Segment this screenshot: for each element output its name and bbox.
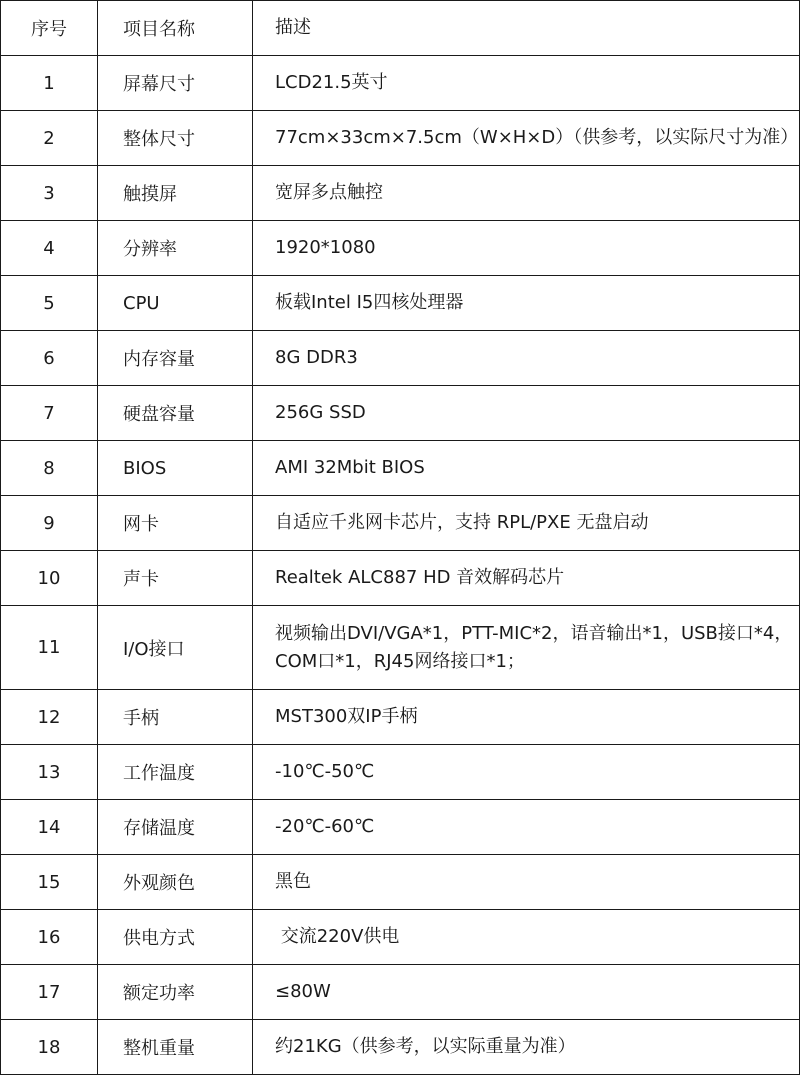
header-name: 项目名称 — [98, 1, 253, 56]
row-desc: 宽屏多点触控 — [253, 166, 800, 221]
table-row — [1, 745, 800, 800]
row-desc: 板载Intel I5四核处理器 — [253, 276, 800, 331]
table-row — [1, 855, 800, 910]
row-no: 2 — [1, 111, 98, 166]
table-row — [1, 496, 800, 551]
table-row — [1, 331, 800, 386]
row-name: 触摸屏 — [98, 166, 253, 221]
table-row — [1, 606, 800, 690]
row-name: 声卡 — [98, 551, 253, 606]
row-name: 硬盘容量 — [98, 386, 253, 441]
row-name: 整体尺寸 — [98, 111, 253, 166]
row-name: 分辨率 — [98, 221, 253, 276]
header-no: 序号 — [1, 1, 98, 56]
row-name: CPU — [98, 276, 253, 331]
row-no: 7 — [1, 386, 98, 441]
row-desc: 约21KG（供参考，以实际重量为准） — [253, 1020, 800, 1075]
row-desc: 黑色 — [253, 855, 800, 910]
row-no: 17 — [1, 965, 98, 1020]
table-row — [1, 1020, 800, 1075]
row-no: 10 — [1, 551, 98, 606]
row-no: 5 — [1, 276, 98, 331]
row-desc: -20℃-60℃ — [253, 800, 800, 855]
row-name: 手柄 — [98, 690, 253, 745]
table-row — [1, 965, 800, 1020]
table-row — [1, 221, 800, 276]
table-row — [1, 551, 800, 606]
row-desc: 视频输出DVI/VGA*1，PTT-MIC*2，语音输出*1，USB接口*4，COM口*1，RJ45网络接口*1； — [253, 606, 800, 690]
row-no: 12 — [1, 690, 98, 745]
header-desc: 描述 — [253, 1, 800, 56]
row-desc: ≤80W — [253, 965, 800, 1020]
row-name: I/O接口 — [98, 606, 253, 690]
row-no: 13 — [1, 745, 98, 800]
row-desc: Realtek ALC887 HD 音效解码芯片 — [253, 551, 800, 606]
table-row — [1, 800, 800, 855]
table-row — [1, 441, 800, 496]
table-row — [1, 166, 800, 221]
row-no: 4 — [1, 221, 98, 276]
row-desc: MST300双IP手柄 — [253, 690, 800, 745]
row-no: 8 — [1, 441, 98, 496]
table-row — [1, 690, 800, 745]
row-no: 16 — [1, 910, 98, 965]
row-name: 工作温度 — [98, 745, 253, 800]
row-name: 供电方式 — [98, 910, 253, 965]
row-desc: LCD21.5英寸 — [253, 56, 800, 111]
table-row — [1, 910, 800, 965]
table-row — [1, 111, 800, 166]
row-no: 9 — [1, 496, 98, 551]
row-no: 1 — [1, 56, 98, 111]
row-name: 网卡 — [98, 496, 253, 551]
table-row — [1, 56, 800, 111]
row-name: 额定功率 — [98, 965, 253, 1020]
row-desc: -10℃-50℃ — [253, 745, 800, 800]
row-name: 存储温度 — [98, 800, 253, 855]
row-no: 3 — [1, 166, 98, 221]
row-no: 18 — [1, 1020, 98, 1075]
row-desc: 77cm×33cm×7.5cm（W×H×D）（供参考，以实际尺寸为准） — [253, 111, 800, 166]
table-header-row — [1, 1, 800, 56]
table-row — [1, 386, 800, 441]
row-desc: 8G DDR3 — [253, 331, 800, 386]
row-no: 11 — [1, 606, 98, 690]
row-desc: 交流220V供电 — [253, 910, 800, 965]
table-row — [1, 276, 800, 331]
row-desc: 1920*1080 — [253, 221, 800, 276]
row-desc: 自适应千兆网卡芯片，支持 RPL/PXE 无盘启动 — [253, 496, 800, 551]
row-name: 内存容量 — [98, 331, 253, 386]
row-name: BIOS — [98, 441, 253, 496]
row-no: 6 — [1, 331, 98, 386]
row-no: 14 — [1, 800, 98, 855]
row-no: 15 — [1, 855, 98, 910]
row-name: 外观颜色 — [98, 855, 253, 910]
row-name: 屏幕尺寸 — [98, 56, 253, 111]
row-desc: 256G SSD — [253, 386, 800, 441]
row-desc: AMI 32Mbit BIOS — [253, 441, 800, 496]
row-name: 整机重量 — [98, 1020, 253, 1075]
